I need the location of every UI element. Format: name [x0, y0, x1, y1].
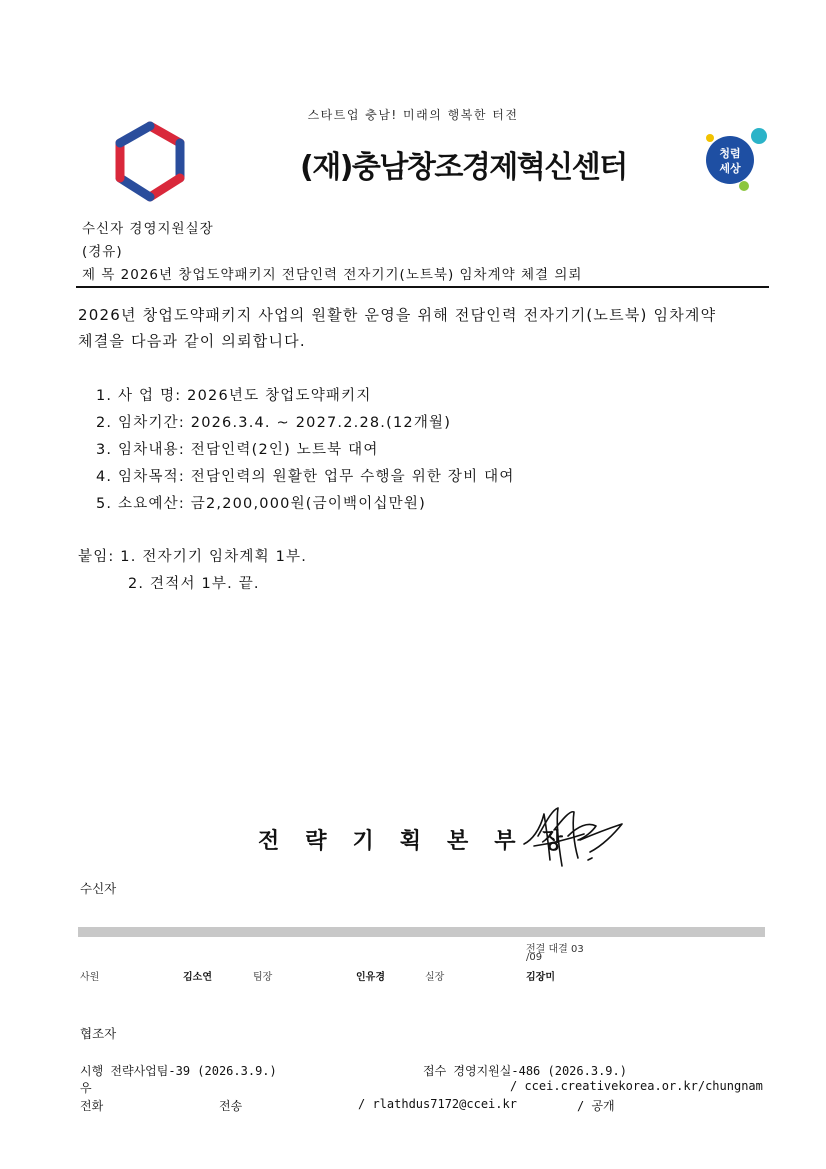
- cooperator-label: 협조자: [80, 1026, 117, 1041]
- right-logo-text-2: 세상: [719, 162, 741, 175]
- ccei-ring-logo-icon: [108, 120, 192, 204]
- approval-date-line-2: /09: [526, 952, 543, 963]
- staff-label: 사원: [80, 972, 100, 983]
- via-line: (경유): [82, 244, 123, 260]
- body-line-2: 체결을 다음과 같이 의뢰합니다.: [78, 332, 306, 350]
- attachment-line-1: 붙임: 1. 전자기기 임차계획 1부.: [78, 549, 308, 565]
- staff-name: 김소연: [183, 972, 212, 983]
- body-line-1: 2026년 창업도약패키지 사업의 원활한 운영을 위해 전담인력 전자기기(노트북) 임차계약: [78, 306, 717, 324]
- website-link[interactable]: / ccei.creativekorea.or.kr/chungnam: [510, 1079, 763, 1093]
- disclosure-status: / 공개: [577, 1099, 615, 1113]
- recipient-line: 수신자 경영지원실장: [82, 221, 214, 237]
- subject-divider: [76, 286, 769, 288]
- team-lead-name: 인유경: [356, 972, 385, 983]
- approval-date-line-1: 전결 대결 03: [526, 944, 584, 955]
- postal-label: 우: [80, 1081, 92, 1095]
- signature-icon: [518, 800, 628, 872]
- subject-line: 제 목 2026년 창업도약패키지 전담인력 전자기기(노트북) 임차계약 체결 의뢰: [82, 267, 583, 283]
- footer-divider-bar: [78, 927, 765, 937]
- director-label: 실장: [425, 972, 445, 983]
- slogan: 스타트업 충남! 미래의 행복한 터전: [307, 108, 519, 122]
- enforce-line: 시행 전략사업팀-39 (2026.3.9.): [80, 1064, 277, 1078]
- organization-name: (재)충남창조경제혁신센터: [300, 150, 627, 185]
- phone-label: 전화: [80, 1099, 104, 1113]
- item-budget: 5. 소요예산: 금2,200,000원(금이백이십만원): [96, 496, 426, 512]
- fax-label: 전송: [219, 1099, 243, 1113]
- item-lease-purpose: 4. 임차목적: 전담인력의 원활한 업무 수행을 위한 장비 대여: [96, 469, 515, 485]
- sender-title: 전략기획본부장: [258, 829, 589, 854]
- right-logo-text-1: 청렴: [719, 147, 741, 160]
- footer-recipient-label: 수신자: [80, 881, 117, 896]
- item-lease-period: 2. 임차기간: 2026.3.4. ~ 2027.2.28.(12개월): [96, 415, 452, 431]
- attachment-line-2: 2. 견적서 1부. 끝.: [128, 576, 260, 592]
- director-name: 김장미: [526, 972, 555, 983]
- clean-world-logo-icon: [700, 124, 772, 196]
- email-link[interactable]: / rlathdus7172@ccei.kr: [358, 1097, 517, 1111]
- item-project-name: 1. 사 업 명: 2026년도 창업도약패키지: [96, 388, 372, 404]
- item-lease-content: 3. 임차내용: 전담인력(2인) 노트북 대여: [96, 442, 379, 458]
- receipt-line: 접수 경영지원실-486 (2026.3.9.): [423, 1064, 627, 1078]
- team-lead-label: 팀장: [253, 972, 273, 983]
